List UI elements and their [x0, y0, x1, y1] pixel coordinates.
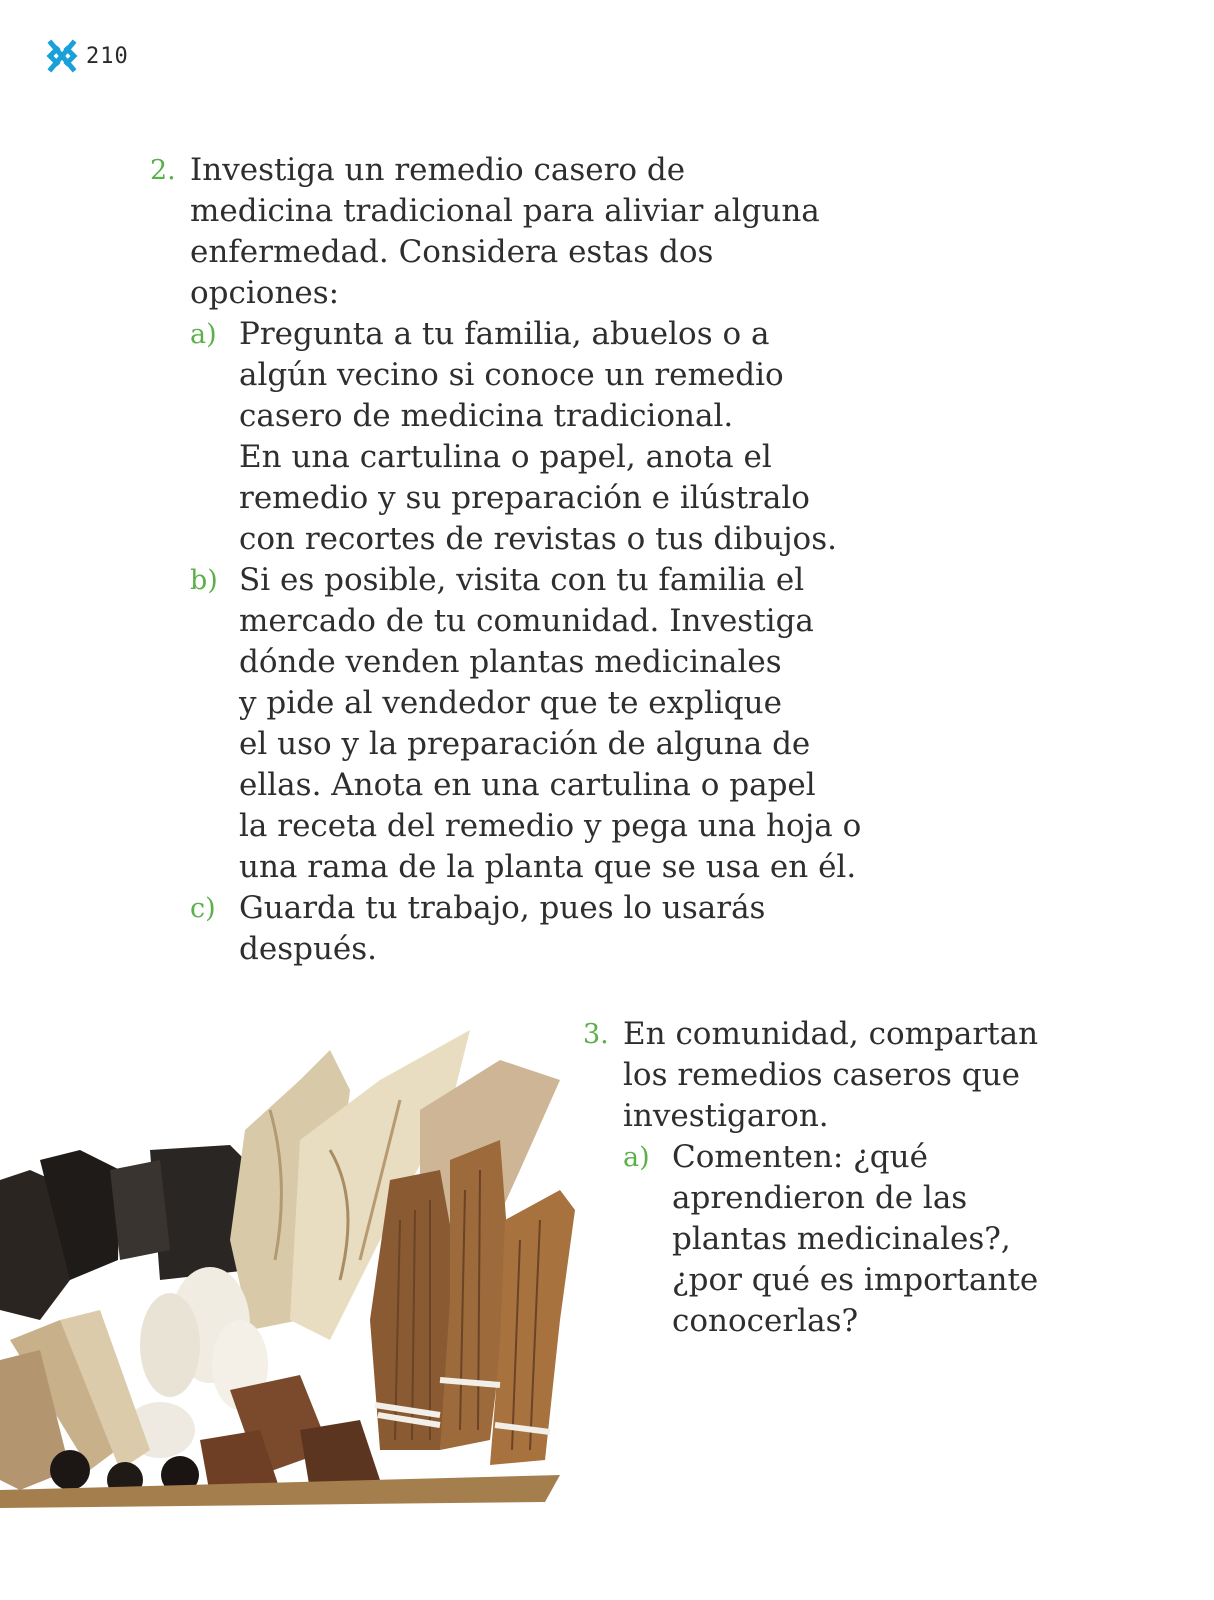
question-3 [583, 1014, 1043, 1342]
text-line: remedio y su preparación e ilústralo [239, 480, 810, 516]
option-letter: c) [190, 893, 216, 924]
option-letter: a) [623, 1142, 650, 1173]
text-line: casero de medicina tradicional. [239, 398, 734, 434]
page-number: 210 [86, 43, 129, 69]
text-line: opciones: [190, 275, 340, 311]
text-line: una rama de la planta que se usa en él. [239, 849, 857, 885]
text-line: ellas. Anota en una cartulina o papel [239, 767, 816, 803]
text-line: la receta del remedio y pega una hoja o [239, 808, 862, 844]
text-line: aprendieron de las [672, 1180, 968, 1216]
text-line: mercado de tu comunidad. Investiga [239, 603, 814, 639]
text-line: En una cartulina o papel, anota el [239, 439, 772, 475]
text-line: Pregunta a tu familia, abuelos o a [239, 316, 770, 352]
option-a [190, 314, 850, 560]
text-line: ¿por qué es importante [672, 1262, 1039, 1298]
page-header [46, 38, 129, 74]
option-a [623, 1137, 1043, 1342]
option-letter: a) [190, 319, 217, 350]
text-line: medicina tradicional para aliviar alguna [190, 193, 820, 229]
medicinal-roots-photo [0, 1020, 590, 1510]
option-b [190, 560, 862, 888]
option-letter: b) [190, 565, 218, 596]
text-line: y pide al vendedor que te explique [239, 685, 782, 721]
text-line: conocerlas? [672, 1303, 859, 1339]
text-line: enfermedad. Considera estas dos [190, 234, 714, 270]
question-number: 2. [150, 155, 176, 186]
question-intro [623, 1014, 1043, 1137]
text-line: el uso y la preparación de alguna de [239, 726, 811, 762]
text-line: con recortes de revistas o tus dibujos. [239, 521, 837, 557]
question-2 [150, 150, 862, 970]
question-number: 3. [583, 1019, 609, 1050]
text-line: Guarda tu trabajo, pues lo usarás [239, 890, 766, 926]
text-line: En comunidad, compartan [623, 1016, 1039, 1052]
text-line: investigaron. [623, 1098, 829, 1134]
option-c [190, 888, 850, 970]
blue-knot-icon [46, 38, 78, 74]
question-intro [190, 150, 850, 314]
text-line: los remedios caseros que [623, 1057, 1020, 1093]
text-line: después. [239, 931, 378, 967]
text-line: Comenten: ¿qué [672, 1139, 928, 1175]
text-line: Investiga un remedio casero de [190, 152, 686, 188]
text-line: Si es posible, visita con tu familia el [239, 562, 805, 598]
text-line: algún vecino si conoce un remedio [239, 357, 784, 393]
text-line: dónde venden plantas medicinales [239, 644, 782, 680]
text-line: plantas medicinales?, [672, 1221, 1011, 1257]
